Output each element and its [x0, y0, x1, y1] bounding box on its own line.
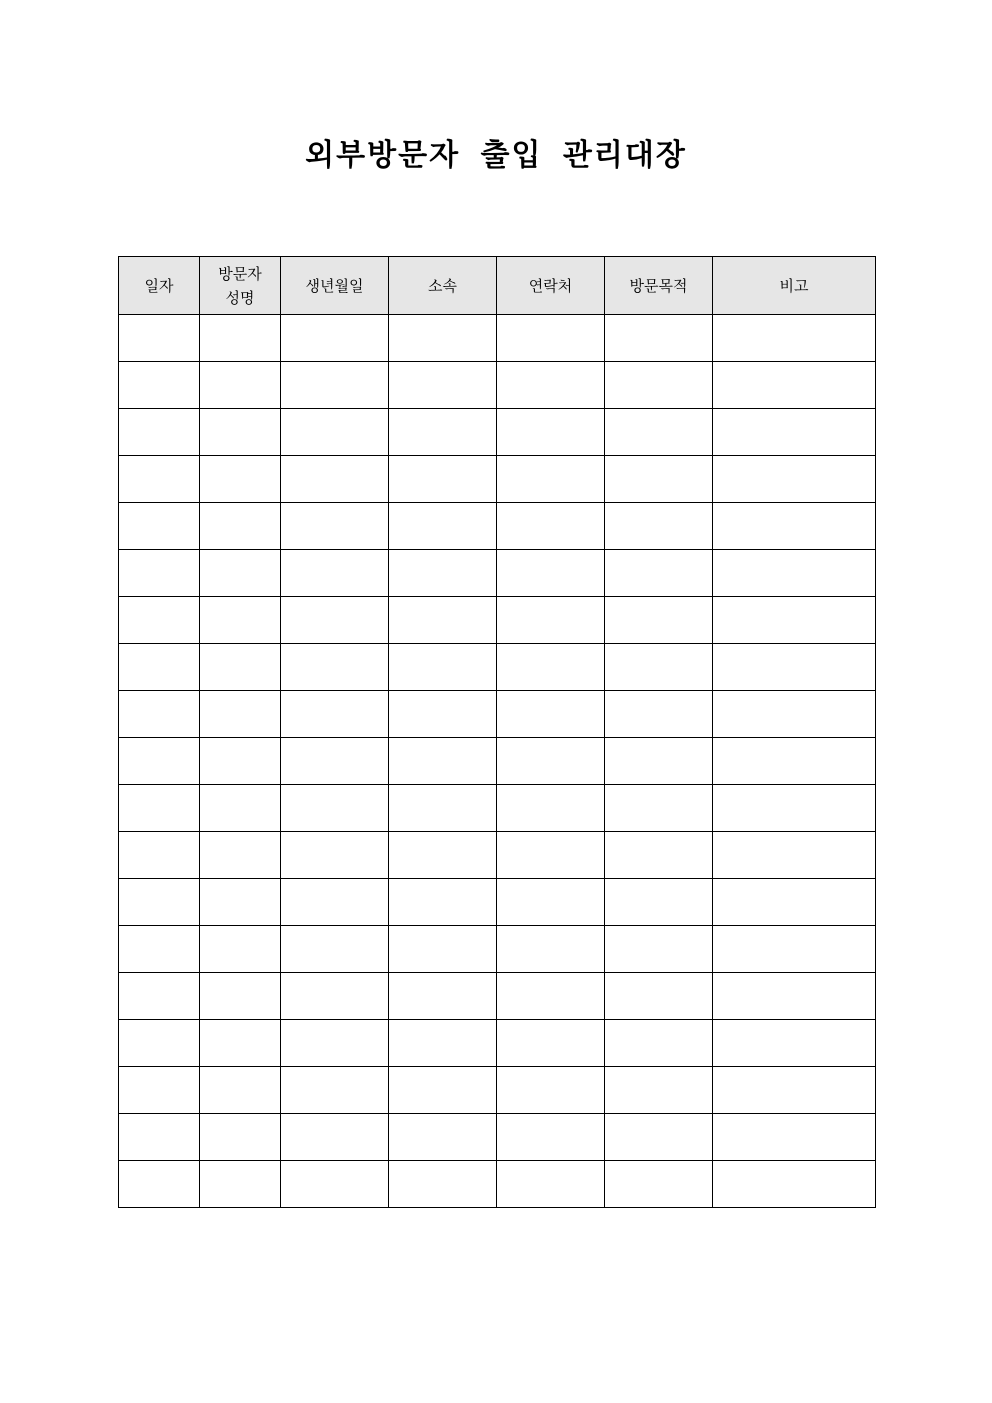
table-row — [119, 926, 876, 973]
cell-visitor-name[interactable] — [200, 1161, 281, 1208]
table-row — [119, 973, 876, 1020]
cell-birth-date[interactable] — [281, 1067, 389, 1114]
cell-affiliation[interactable] — [389, 644, 497, 691]
cell-birth-date[interactable] — [281, 879, 389, 926]
cell-visit-purpose[interactable] — [605, 597, 713, 644]
cell-visitor-name[interactable] — [200, 832, 281, 879]
table-row — [119, 644, 876, 691]
cell-visit-purpose[interactable] — [605, 1020, 713, 1067]
cell-remarks[interactable] — [713, 409, 876, 456]
column-header-birth-date — [281, 257, 389, 315]
cell-affiliation[interactable] — [389, 1161, 497, 1208]
cell-date[interactable] — [119, 409, 200, 456]
table-row — [119, 456, 876, 503]
cell-birth-date[interactable] — [281, 785, 389, 832]
cell-contact[interactable] — [497, 315, 605, 362]
cell-visitor-name[interactable] — [200, 691, 281, 738]
cell-birth-date[interactable] — [281, 1020, 389, 1067]
cell-remarks[interactable] — [713, 503, 876, 550]
cell-visitor-name[interactable] — [200, 362, 281, 409]
cell-date[interactable] — [119, 973, 200, 1020]
visitor-log-table — [118, 256, 876, 1208]
table-row — [119, 503, 876, 550]
cell-contact[interactable] — [497, 879, 605, 926]
cell-date[interactable] — [119, 503, 200, 550]
cell-remarks[interactable] — [713, 456, 876, 503]
column-header-visitor-name — [200, 257, 281, 315]
cell-visit-purpose[interactable] — [605, 644, 713, 691]
cell-affiliation[interactable] — [389, 362, 497, 409]
cell-contact[interactable] — [497, 644, 605, 691]
cell-remarks[interactable] — [713, 1020, 876, 1067]
cell-visit-purpose[interactable] — [605, 409, 713, 456]
column-header-label: 방문자 — [218, 264, 262, 283]
cell-contact[interactable] — [497, 409, 605, 456]
cell-birth-date[interactable] — [281, 315, 389, 362]
cell-affiliation[interactable] — [389, 550, 497, 597]
cell-visitor-name[interactable] — [200, 973, 281, 1020]
cell-affiliation[interactable] — [389, 409, 497, 456]
cell-visit-purpose[interactable] — [605, 879, 713, 926]
cell-visit-purpose[interactable] — [605, 550, 713, 597]
table-row — [119, 691, 876, 738]
column-header-date — [119, 257, 200, 315]
cell-contact[interactable] — [497, 1161, 605, 1208]
cell-birth-date[interactable] — [281, 456, 389, 503]
column-header-label: 일자 — [144, 276, 174, 295]
column-header-label: 방문목적 — [629, 276, 688, 295]
cell-birth-date[interactable] — [281, 644, 389, 691]
cell-contact[interactable] — [497, 503, 605, 550]
cell-affiliation[interactable] — [389, 456, 497, 503]
cell-visitor-name[interactable] — [200, 1020, 281, 1067]
cell-date[interactable] — [119, 785, 200, 832]
cell-remarks[interactable] — [713, 644, 876, 691]
table-row — [119, 315, 876, 362]
cell-date[interactable] — [119, 1020, 200, 1067]
cell-affiliation[interactable] — [389, 738, 497, 785]
cell-affiliation[interactable] — [389, 597, 497, 644]
cell-date[interactable] — [119, 456, 200, 503]
table-row — [119, 550, 876, 597]
cell-visit-purpose[interactable] — [605, 1067, 713, 1114]
cell-contact[interactable] — [497, 550, 605, 597]
cell-contact[interactable] — [497, 1114, 605, 1161]
cell-contact[interactable] — [497, 1067, 605, 1114]
cell-affiliation[interactable] — [389, 832, 497, 879]
cell-birth-date[interactable] — [281, 926, 389, 973]
cell-affiliation[interactable] — [389, 503, 497, 550]
cell-visitor-name[interactable] — [200, 785, 281, 832]
cell-affiliation[interactable] — [389, 879, 497, 926]
column-header-label: 연락처 — [528, 276, 573, 295]
cell-birth-date[interactable] — [281, 832, 389, 879]
table-row — [119, 785, 876, 832]
cell-contact[interactable] — [497, 832, 605, 879]
cell-visitor-name[interactable] — [200, 315, 281, 362]
cell-contact[interactable] — [497, 456, 605, 503]
cell-birth-date[interactable] — [281, 409, 389, 456]
cell-remarks[interactable] — [713, 1067, 876, 1114]
cell-birth-date[interactable] — [281, 738, 389, 785]
table-row — [119, 1067, 876, 1114]
cell-affiliation[interactable] — [389, 973, 497, 1020]
cell-birth-date[interactable] — [281, 1114, 389, 1161]
cell-date[interactable] — [119, 738, 200, 785]
cell-visit-purpose[interactable] — [605, 785, 713, 832]
cell-visit-purpose[interactable] — [605, 1161, 713, 1208]
cell-remarks[interactable] — [713, 1114, 876, 1161]
cell-date[interactable] — [119, 1114, 200, 1161]
cell-date[interactable] — [119, 1161, 200, 1208]
cell-visit-purpose[interactable] — [605, 1114, 713, 1161]
cell-birth-date[interactable] — [281, 973, 389, 1020]
cell-contact[interactable] — [497, 738, 605, 785]
cell-visit-purpose[interactable] — [605, 691, 713, 738]
cell-date[interactable] — [119, 691, 200, 738]
column-header-label: 생년월일 — [305, 276, 364, 295]
cell-birth-date[interactable] — [281, 1161, 389, 1208]
column-header-visit-purpose — [605, 257, 713, 315]
cell-remarks[interactable] — [713, 362, 876, 409]
column-header-label: 비고 — [779, 276, 809, 295]
cell-contact[interactable] — [497, 973, 605, 1020]
cell-visitor-name[interactable] — [200, 409, 281, 456]
cell-birth-date[interactable] — [281, 550, 389, 597]
cell-remarks[interactable] — [713, 973, 876, 1020]
cell-birth-date[interactable] — [281, 503, 389, 550]
cell-affiliation[interactable] — [389, 1020, 497, 1067]
cell-affiliation[interactable] — [389, 1067, 497, 1114]
cell-remarks[interactable] — [713, 315, 876, 362]
table-row — [119, 738, 876, 785]
cell-contact[interactable] — [497, 785, 605, 832]
cell-contact[interactable] — [497, 926, 605, 973]
cell-visit-purpose[interactable] — [605, 832, 713, 879]
cell-visitor-name[interactable] — [200, 1114, 281, 1161]
cell-remarks[interactable] — [713, 785, 876, 832]
cell-affiliation[interactable] — [389, 691, 497, 738]
cell-visitor-name[interactable] — [200, 550, 281, 597]
cell-date[interactable] — [119, 362, 200, 409]
cell-date[interactable] — [119, 832, 200, 879]
cell-birth-date[interactable] — [281, 362, 389, 409]
cell-visit-purpose[interactable] — [605, 362, 713, 409]
cell-remarks[interactable] — [713, 879, 876, 926]
table-row — [119, 1020, 876, 1067]
cell-date[interactable] — [119, 1067, 200, 1114]
cell-visitor-name[interactable] — [200, 644, 281, 691]
cell-remarks[interactable] — [713, 550, 876, 597]
column-header-remarks — [713, 257, 876, 315]
cell-birth-date[interactable] — [281, 597, 389, 644]
page-title: 외부방문자 출입 관리대장 — [305, 138, 687, 173]
table-row — [119, 409, 876, 456]
cell-remarks[interactable] — [713, 597, 876, 644]
cell-remarks[interactable] — [713, 832, 876, 879]
table-row — [119, 597, 876, 644]
table-row — [119, 1161, 876, 1208]
cell-remarks[interactable] — [713, 738, 876, 785]
cell-affiliation[interactable] — [389, 1114, 497, 1161]
column-header-label: 성명 — [225, 288, 255, 307]
column-header-label: 소속 — [428, 276, 457, 295]
cell-remarks[interactable] — [713, 1161, 876, 1208]
cell-affiliation[interactable] — [389, 926, 497, 973]
cell-date[interactable] — [119, 597, 200, 644]
cell-remarks[interactable] — [713, 926, 876, 973]
cell-visit-purpose[interactable] — [605, 503, 713, 550]
cell-visit-purpose[interactable] — [605, 315, 713, 362]
cell-visit-purpose[interactable] — [605, 926, 713, 973]
table-row — [119, 362, 876, 409]
cell-visitor-name[interactable] — [200, 1067, 281, 1114]
column-header-affiliation — [389, 257, 497, 315]
table-row — [119, 1114, 876, 1161]
cell-visitor-name[interactable] — [200, 879, 281, 926]
cell-date[interactable] — [119, 926, 200, 973]
cell-visitor-name[interactable] — [200, 926, 281, 973]
cell-contact[interactable] — [497, 691, 605, 738]
cell-date[interactable] — [119, 550, 200, 597]
cell-visit-purpose[interactable] — [605, 738, 713, 785]
cell-visitor-name[interactable] — [200, 738, 281, 785]
cell-contact[interactable] — [497, 1020, 605, 1067]
table-header-row — [119, 257, 876, 315]
cell-birth-date[interactable] — [281, 691, 389, 738]
cell-date[interactable] — [119, 315, 200, 362]
table-body — [119, 315, 876, 1208]
cell-visitor-name[interactable] — [200, 456, 281, 503]
table-row — [119, 879, 876, 926]
cell-visit-purpose[interactable] — [605, 973, 713, 1020]
cell-remarks[interactable] — [713, 691, 876, 738]
cell-visit-purpose[interactable] — [605, 456, 713, 503]
cell-contact[interactable] — [497, 597, 605, 644]
column-header-contact — [497, 257, 605, 315]
table-row — [119, 832, 876, 879]
cell-visitor-name[interactable] — [200, 597, 281, 644]
cell-visitor-name[interactable] — [200, 503, 281, 550]
cell-date[interactable] — [119, 644, 200, 691]
cell-contact[interactable] — [497, 362, 605, 409]
cell-affiliation[interactable] — [389, 785, 497, 832]
cell-affiliation[interactable] — [389, 315, 497, 362]
cell-date[interactable] — [119, 879, 200, 926]
